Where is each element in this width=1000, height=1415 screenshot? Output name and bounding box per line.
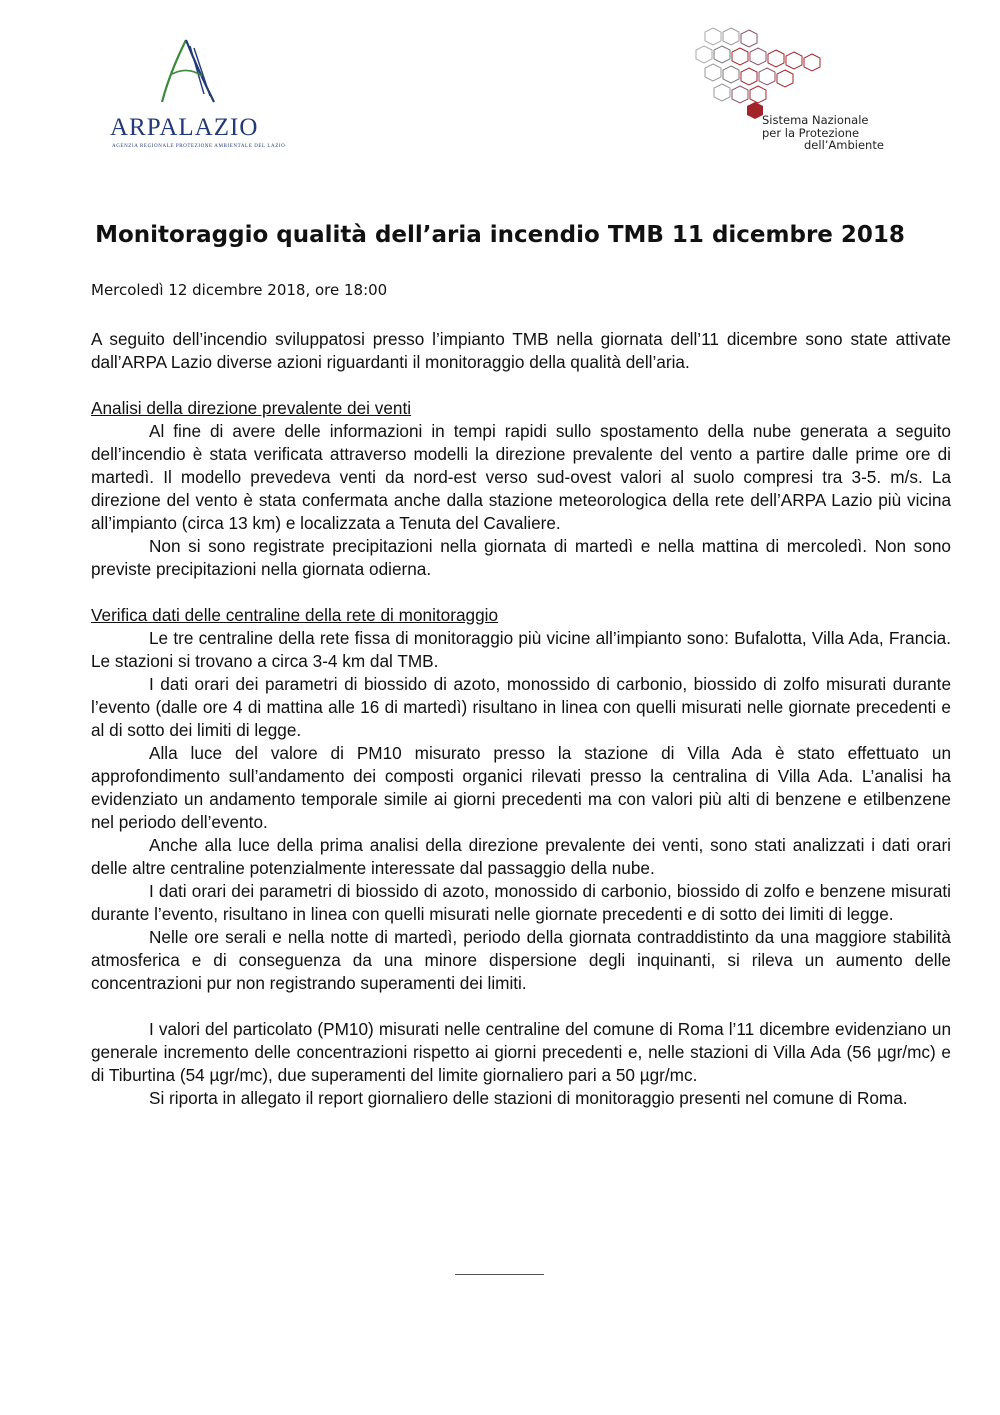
paragraph-evening: Nelle ore serali e nella notte di martedì, periodo della giornata contraddistinto da una maggiore stabilità atmosferica e di conseguenza da una minore dispersione degli inquinanti, si rileva un aumento delle concentrazioni pur non registrando superamenti dei limiti. (91, 927, 951, 993)
paragraph-other-stations: Anche alla luce della prima analisi della direzione prevalente dei venti, sono stati analizzati i dati orari delle altre centraline potenzialmente interessate dal passaggio della nube. (91, 835, 951, 878)
snpa-line-1: Sistema Nazionale (762, 113, 869, 127)
paragraph-pm10-values: I valori del particolato (PM10) misurati nelle centraline del comune di Roma l’11 dicembre evidenziano un generale incremento delle concentrazioni rispetto ai giorni precedenti e, nelle stazioni di Villa Ada (56 µgr/mc) e di Tiburtina (54 µgr/mc), due superamenti del limite giornaliero pari a 50 µgr/mc. (91, 1019, 951, 1085)
section-heading-stations: Verifica dati delle centraline della rete di monitoraggio (91, 605, 499, 625)
paragraph-pm10-villa-ada: Alla luce del valore di PM10 misurato presso la stazione di Villa Ada è stato effettuato un approfondimento sull’andamento dei composti organici rilevati presso la centralina di Villa Ada. L’analisi ha evidenziato un andamento temporale simile ai giorni precedenti ma con valori più alti di benzene e etilbenzene nel periodo dell’evento. (91, 743, 951, 832)
arpa-logo-name: ARPALAZIO (110, 114, 259, 141)
snpa-line-2: per la Protezione (762, 125, 860, 140)
paragraph-benzene: I dati orari dei parametri di biossido di azoto, monossido di carbonio, biossido di zolfo e benzene misurati durante l’evento, risultano in linea con quelli misurati nelle giornate precedenti e di sotto dei limiti di legge. (91, 881, 951, 924)
arpalazio-logo (100, 36, 286, 156)
paragraph-hourly-data: I dati orari dei parametri di biossido di azoto, monossido di carbonio, biossido di zolfo misurati durante l’evento (dalle ore 4 di mattina alle 16 di martedì) risultano in linea con quelli misurati nelle giornate precedenti e al di sotto dei limiti di legge. (91, 674, 951, 740)
footer-divider (455, 1274, 544, 1275)
snpa-logo-text (762, 114, 884, 152)
paragraph-stations: Le tre centraline della rete fissa di monitoraggio più vicine all’impianto sono: Bufalotta, Villa Ada, Francia. Le stazioni si trovano a circa 3-4 km dal TMB. (91, 628, 951, 671)
snpa-hexagon-icon (695, 24, 925, 119)
arpa-emblem-icon (100, 36, 280, 116)
arpa-logo-subtitle: AGENZIA REGIONALE PROTEZIONE AMBIENTALE DEL LAZIO (112, 144, 286, 149)
paragraph-precipitation: Non si sono registrate precipitazioni nella giornata di martedì e nella mattina di mercoledì. Non sono previste precipitazioni nella giornata odierna. (91, 536, 951, 579)
document-title: Monitoraggio qualità dell’aria incendio TMB 11 dicembre 2018 (95, 222, 905, 248)
snpa-line-3: dell’Ambiente (804, 138, 884, 152)
document-body (91, 328, 951, 1110)
section-heading-wind: Analisi della direzione prevalente dei venti (91, 398, 412, 418)
paragraph-attachment: Si riporta in allegato il report giornaliero delle stazioni di monitoraggio presenti nel comune di Roma. (149, 1088, 908, 1108)
paragraph-wind-model: Al fine di avere delle informazioni in tempi rapidi sullo spostamento della nube generata a seguito dell’incendio è stata verificata attraverso modelli la direzione prevalente del vento a partire dalle prime ore di martedì. Il modello prevedeva venti da nord-est verso sud-ovest valori al suolo compresi tra 3-5. m/s. La direzione del vento è stata confermata anche dalla stazione meteorologica della rete dell’ARPA Lazio più vicina all’impianto (circa 13 km) e localizzata a Tenuta del Cavaliere. (91, 421, 951, 533)
document-date: Mercoledì 12 dicembre 2018, ore 18:00 (91, 281, 388, 299)
intro-paragraph: A seguito dell’incendio sviluppatosi presso l’impianto TMB nella giornata dell’11 dicembre sono state attivate dall’ARPA Lazio diverse azioni riguardanti il monitoraggio della qualità dell’aria. (91, 329, 951, 372)
snpa-logo (695, 24, 925, 154)
